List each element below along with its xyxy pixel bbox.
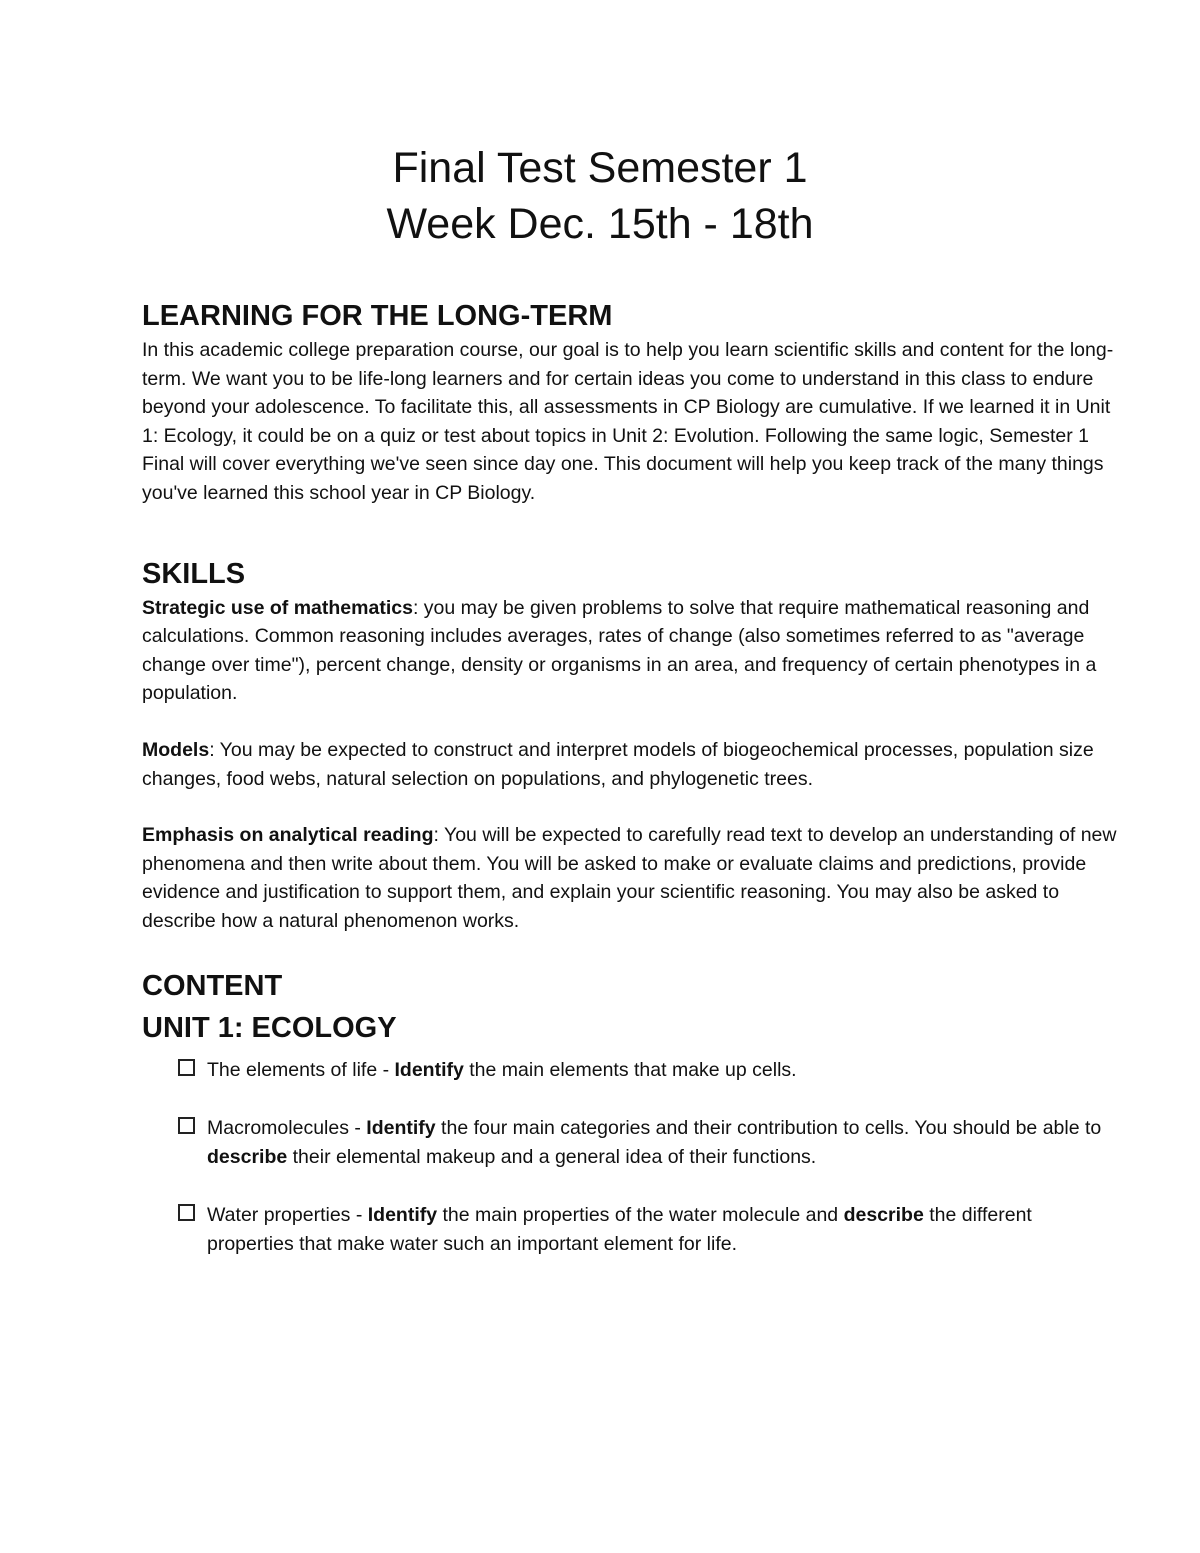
item-text-part: Macromolecules -	[207, 1117, 367, 1140]
skill-text: : you may be given problems to solve that require mathematical reasoning and calculations. Common reasoning includes averages, rates of change (also sometimes referred to as "average change over time"), percent change, density or organisms in an area, and frequency of certain phenotypes in a population.	[142, 596, 1097, 705]
title-line-1: Final Test Semester 1	[392, 144, 808, 192]
item-emphasis: describe	[207, 1145, 288, 1168]
checklist-item	[178, 1056, 1122, 1085]
item-text-part: Water properties -	[207, 1204, 368, 1227]
checkbox[interactable]	[178, 1204, 195, 1221]
skill-item	[142, 736, 1122, 793]
skill-label: Models	[142, 738, 210, 761]
skills-heading: SKILLS	[142, 557, 246, 590]
learning-paragraph: In this academic college preparation course, our goal is to help you learn scientific skills and content for the long-term. We want you to be life-long learners and for certain ideas you come to understand in this class to endure beyond your adolescence. To facilitate this, all assessments in CP Biology are cumulative. If we learned it in Unit 1: Ecology, it could be on a quiz or test about topics in Unit 2: Evolution. Following the same logic, Semester 1 Final will cover everything we've seen since day one. This document will help you keep track of the many things you've learned this school year in CP Biology.	[142, 339, 1114, 504]
title-block	[0, 140, 1200, 252]
skill-text: : You will be expected to carefully read text to develop an understanding of new phenomena and then write about them. You will be asked to make or evaluate claims and predictions, provide evidence and justification to support them, and explain your scientific reasoning. You may also be asked to describe how a natural phenomenon works.	[142, 824, 1117, 932]
unit-1-heading: UNIT 1: ECOLOGY	[142, 1011, 397, 1044]
item-emphasis: Identify	[394, 1058, 464, 1081]
learning-heading: LEARNING FOR THE LONG-TERM	[142, 300, 613, 332]
document-body	[142, 296, 1122, 1288]
checklist-item-text	[207, 1114, 1122, 1171]
skill-label: Strategic use of mathematics	[142, 596, 413, 619]
item-text-part: the main properties of the water molecule and	[437, 1204, 844, 1227]
item-emphasis: Identify	[367, 1204, 438, 1227]
checklist-item	[178, 1201, 1122, 1258]
skill-label: Emphasis on analytical reading	[142, 824, 434, 847]
skill-item	[142, 821, 1122, 935]
skill-text: : You may be expected to construct and interpret models of biogeochemical processes, population size changes, food webs, natural selection on populations, and phylogenetic trees.	[142, 738, 1094, 790]
skill-item	[142, 594, 1122, 708]
item-text-part: the different properties that make water such an important element for life.	[207, 1204, 1032, 1255]
title-line-2: Week Dec. 15th - 18th	[386, 200, 814, 248]
content-heading: CONTENT	[142, 969, 283, 1002]
checkbox[interactable]	[178, 1059, 195, 1076]
unit-1-checklist	[142, 1056, 1122, 1259]
checklist-item	[178, 1114, 1122, 1171]
checklist-item-text	[207, 1056, 797, 1085]
item-text-part: The elements of life -	[207, 1058, 395, 1081]
item-text-part: the main elements that make up cells.	[463, 1058, 797, 1081]
checklist-item-text	[207, 1201, 1122, 1258]
item-emphasis: describe	[843, 1204, 924, 1227]
checkbox[interactable]	[178, 1117, 195, 1134]
item-emphasis: Identify	[366, 1117, 436, 1140]
item-text-part: the four main categories and their contribution to cells. You should be able to	[435, 1117, 1102, 1140]
item-text-part: their elemental makeup and a general idea of their functions.	[287, 1145, 817, 1168]
